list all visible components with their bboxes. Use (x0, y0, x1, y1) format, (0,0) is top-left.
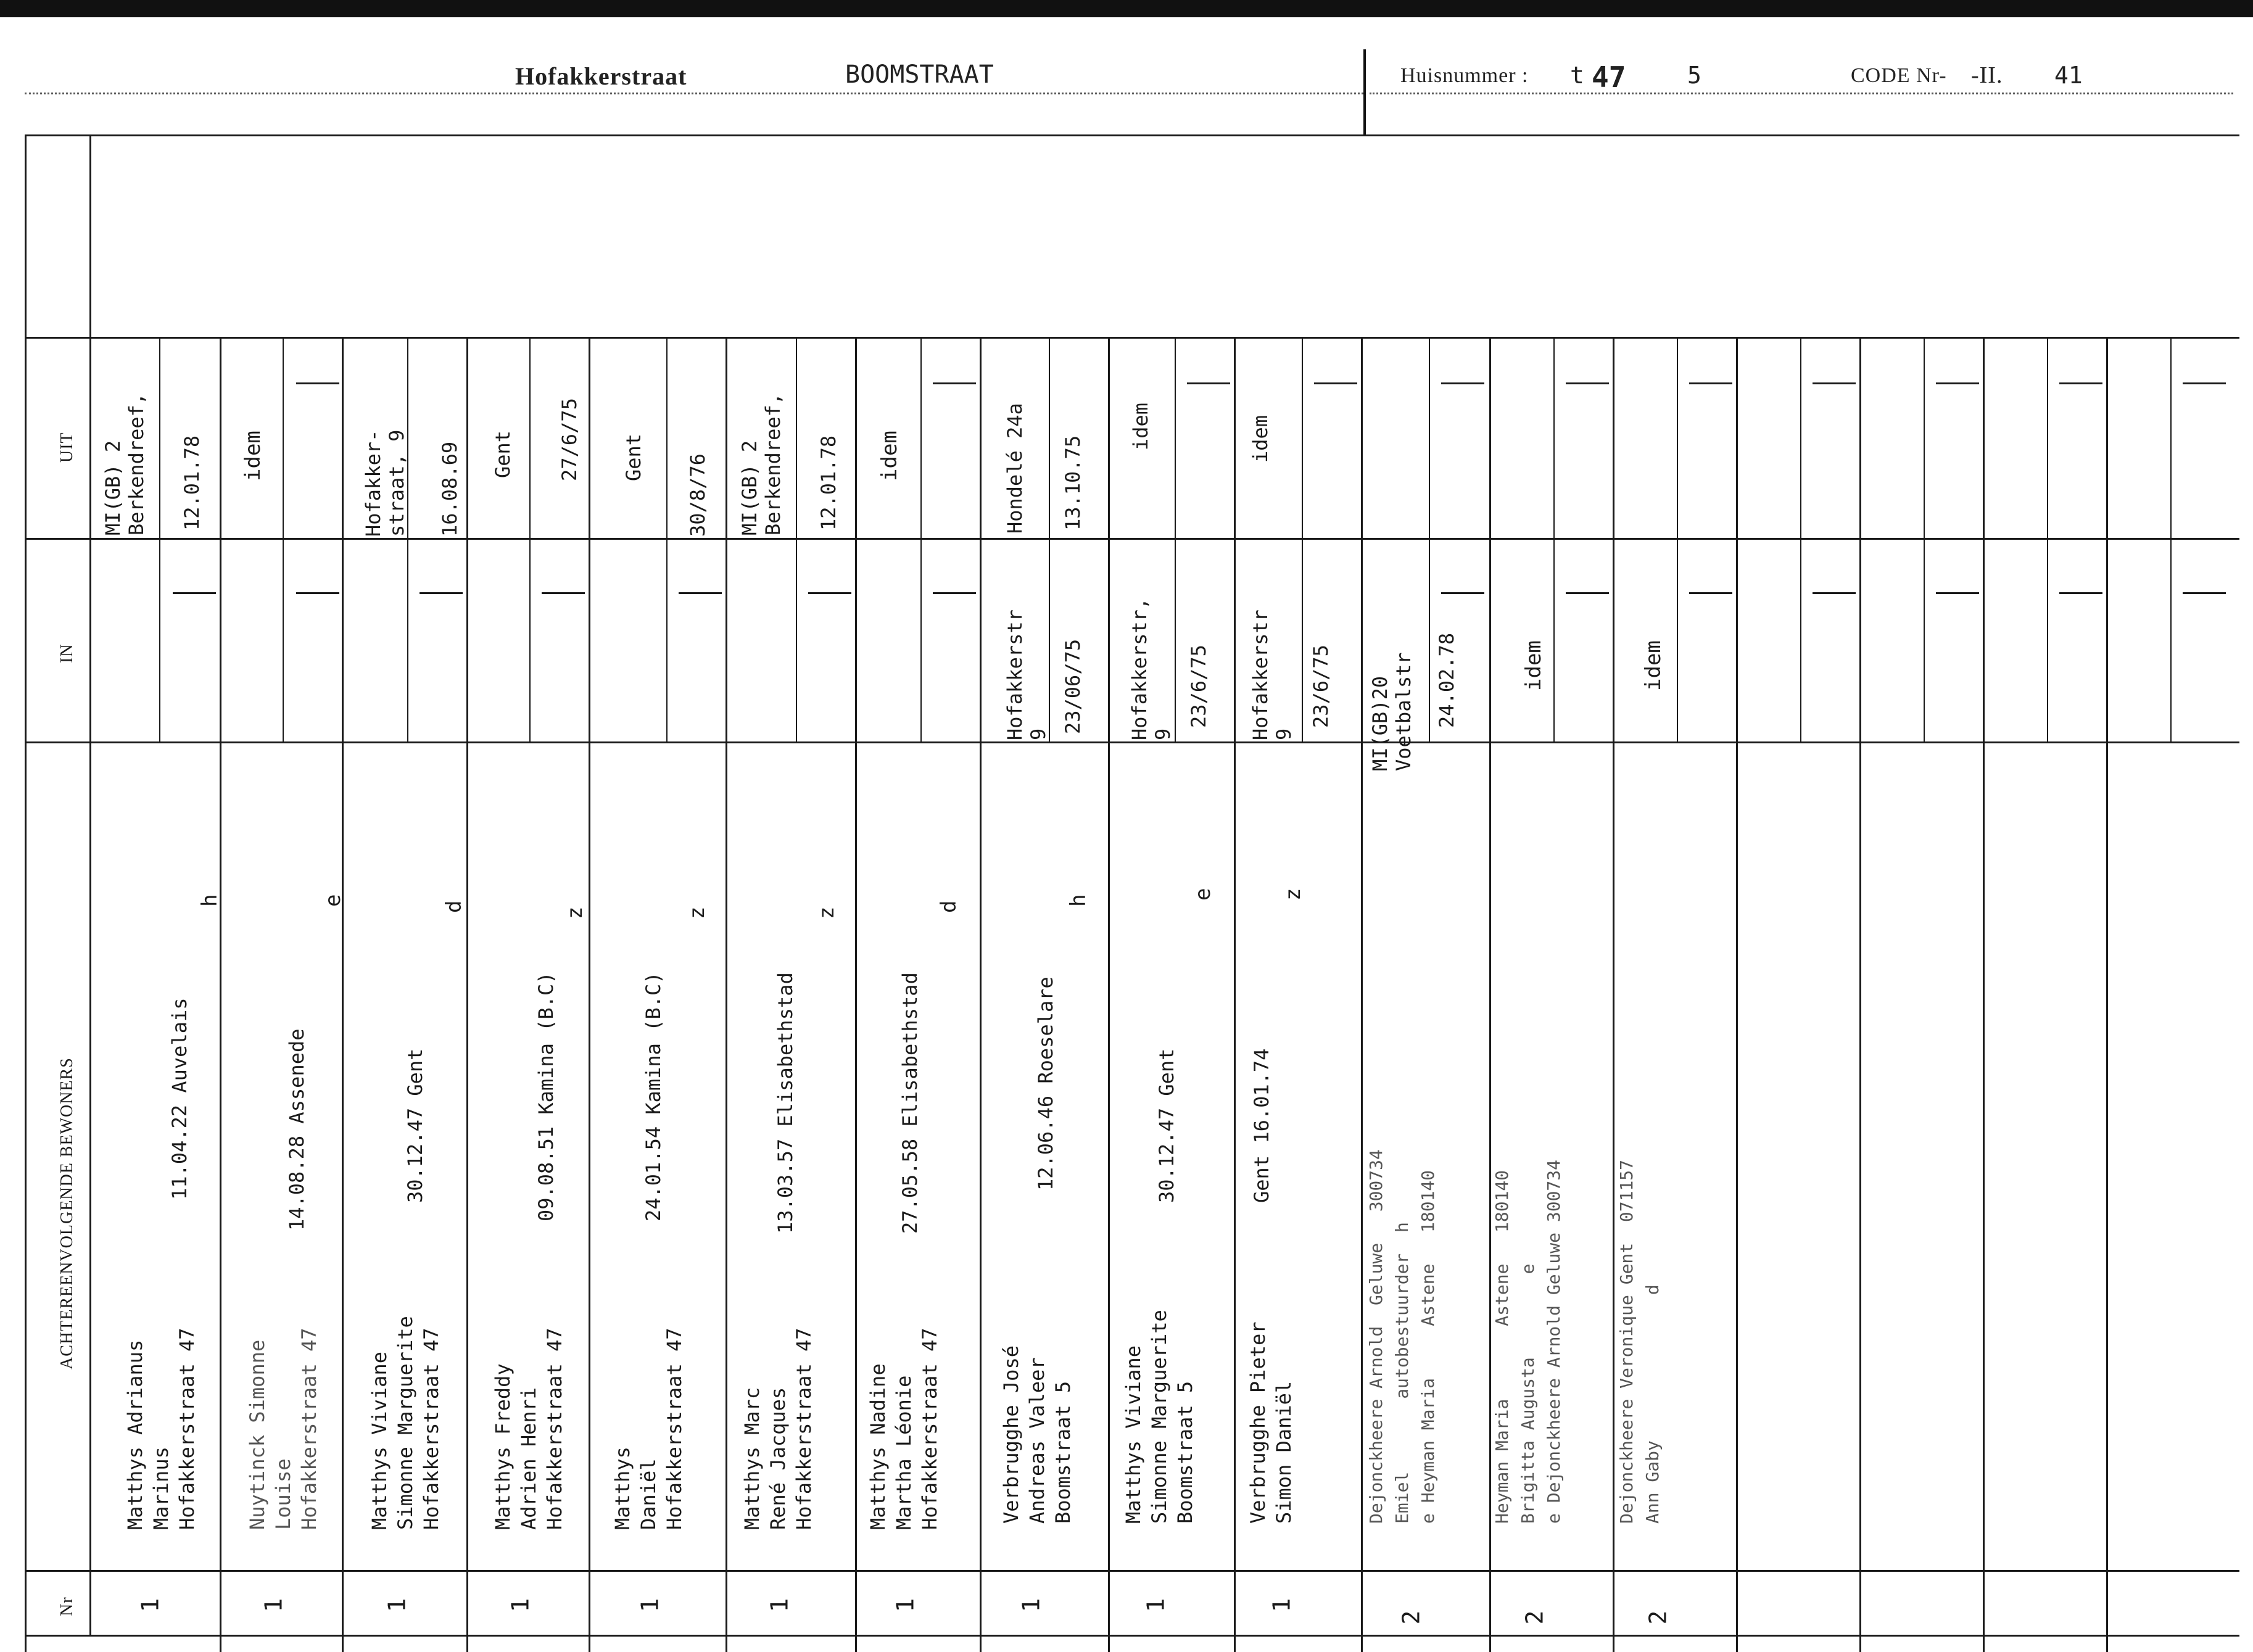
header-separator (1363, 49, 1366, 136)
house-number-new: 5 (1687, 62, 1701, 89)
record-divider (2106, 337, 2108, 1652)
column-label-residents: ACHTEREENVOLGENDE BEWONERS (57, 1057, 76, 1369)
column-label-out: UIT (57, 432, 76, 463)
in-place: MI(GB)20 Voetbalstr (1368, 652, 1415, 771)
resident-birth: 24.01.54 Kamina (B.C) (642, 972, 665, 1221)
record-divider (1234, 337, 1236, 1652)
sub-divider (1175, 337, 1176, 741)
table-bottom-border (25, 1635, 2239, 1637)
resident-name-1: Matthys Marc (740, 1387, 764, 1530)
sub-divider (407, 337, 408, 741)
sub-divider (1429, 337, 1430, 741)
resident-sex: h (197, 894, 222, 907)
record-divider (855, 337, 857, 1652)
resident-birth: 11.04.22 Auvelais (168, 997, 191, 1200)
resident-sex: z (1281, 888, 1305, 901)
sub-divider (159, 337, 160, 741)
empty-dash (933, 382, 976, 384)
sub-divider (2170, 337, 2172, 741)
empty-dash (1813, 382, 1856, 384)
sub-divider (283, 337, 284, 741)
resident-name-2: Adrien Henri (517, 1387, 540, 1530)
sub-divider (529, 337, 531, 741)
out-place: idem (1129, 402, 1152, 450)
record-divider (726, 337, 727, 1652)
resident-name-1: Matthys Viviane (1122, 1345, 1145, 1524)
code-label: CODE Nr- (1851, 64, 1947, 87)
empty-dash (2183, 382, 2226, 384)
empty-dash (1566, 382, 1609, 384)
record-nr: 1 (766, 1598, 793, 1613)
empty-dash (1441, 382, 1484, 384)
empty-dash (1813, 592, 1856, 594)
street-new: BOOMSTRAAT (845, 60, 994, 89)
resident-birth: 13.03.57 Elisabethstad (774, 972, 797, 1234)
resident-birth: 14.08.28 Assenede (285, 1028, 308, 1231)
out-place: MI(GB) 2 Berkendreef, (101, 392, 148, 535)
resident-name-2: Simonne Marguerite (1147, 1310, 1171, 1524)
resident-address: Hofakkerstraat 47 (663, 1328, 686, 1530)
resident-birth: 12.06.46 Roeselare (1034, 977, 1057, 1191)
record-divider (220, 337, 221, 1652)
empty-dash (542, 592, 585, 594)
resident-sex: d (442, 900, 466, 913)
in-place: idem (1641, 640, 1666, 691)
record-nr: 2 (1397, 1610, 1425, 1625)
in-date: 23/6/75 (1309, 645, 1333, 728)
resident-name-2: Simon Daniël (1272, 1381, 1296, 1524)
record-nr: 1 (1017, 1598, 1045, 1613)
out-place: Hondelé 24a (1003, 403, 1027, 534)
resident-birth: 30.12.47 Gent (403, 1048, 427, 1203)
resident-sex: z (814, 906, 839, 919)
in-date: 23/6/75 (1187, 645, 1210, 728)
resident-address: Hofakkerstraat 47 (792, 1328, 816, 1530)
resident-name-2: René Jacques (766, 1387, 790, 1530)
resident-name-1: Dejonckheere Arnold Geluwe 300734 (1366, 1149, 1386, 1524)
resident-birth: Gent 16.01.74 (1250, 1048, 1273, 1203)
record-divider (1859, 337, 1861, 1652)
sub-divider (666, 337, 668, 741)
resident-address: Hofakkerstraat 47 (543, 1328, 566, 1530)
resident-name-2: Louise (271, 1458, 295, 1530)
record-divider (1361, 337, 1363, 1652)
out-date: 12.01.78 (817, 435, 840, 531)
empty-dash (808, 592, 851, 594)
record-divider (342, 337, 344, 1652)
resident-sex: h (1066, 894, 1091, 907)
sub-divider (1302, 337, 1303, 741)
sub-divider (1553, 337, 1555, 741)
resident-address: Boomstraat 5 (1173, 1381, 1197, 1524)
empty-dash (1689, 592, 1732, 594)
record-nr: 2 (1521, 1610, 1548, 1625)
record-nr: 1 (383, 1598, 411, 1613)
record-nr: 1 (136, 1598, 164, 1613)
resident-sex: e (1191, 888, 1215, 901)
in-date: 24.02.78 (1435, 632, 1458, 728)
column-label-nr: Nr (57, 1596, 76, 1616)
record-divider (1108, 337, 1110, 1652)
resident-address: Hofakkerstraat 47 (175, 1328, 199, 1530)
resident-name-1: Matthys Freddy (491, 1363, 515, 1530)
resident-name-1: Verbrugghe Pieter (1246, 1321, 1270, 1524)
record-nr: 1 (506, 1598, 534, 1613)
house-number-value: t (1570, 62, 1584, 89)
divider-residents-nr (25, 1570, 2239, 1572)
street-old: Hofakkerstraat (515, 62, 687, 90)
resident-birth: 09.08.51 Kamina (B.C) (534, 972, 558, 1221)
empty-dash (296, 592, 339, 594)
out-place: Gent (622, 433, 645, 481)
empty-dash (1936, 382, 1979, 384)
code-value: -II. (1971, 62, 2003, 88)
record-nr: 1 (636, 1598, 664, 1613)
empty-dash (679, 592, 722, 594)
sub-divider (2047, 337, 2048, 741)
resident-name-2: Ann Gaby d (1642, 1284, 1663, 1524)
resident-sex: d (936, 900, 961, 913)
code-number: 41 (2054, 62, 2083, 89)
resident-name-2: Marinus (149, 1447, 173, 1530)
out-date: 30/8/76 (686, 453, 709, 537)
record-divider (589, 337, 590, 1652)
resident-sex: z (685, 906, 709, 919)
empty-dash (1689, 382, 1732, 384)
resident-sex: z (563, 906, 587, 919)
record-nr: 2 (1644, 1610, 1672, 1625)
empty-dash (1441, 592, 1484, 594)
empty-dash (173, 592, 216, 594)
header-dotted-rule-right (1370, 93, 2233, 94)
out-place: Gent (491, 430, 515, 478)
out-date: 12.01.78 (180, 435, 204, 531)
out-place: Hofakker- straat, 9 (362, 429, 408, 537)
table-left-border (25, 134, 27, 1652)
resident-address: Hofakkerstraat 47 (297, 1328, 321, 1530)
out-place: idem (877, 431, 902, 481)
empty-dash (2059, 382, 2102, 384)
sub-divider (1800, 337, 1801, 741)
resident-birth: 30.12.47 Gent (1155, 1048, 1178, 1203)
resident-name-2: Brigitta Augusta e (1518, 1263, 1538, 1524)
resident-name-2: Simonne Marguerite (394, 1316, 417, 1530)
resident-name-1: Matthys Viviane (368, 1352, 391, 1530)
empty-dash (1566, 592, 1609, 594)
out-date: 16.08.69 (438, 441, 461, 537)
in-place: Hofakkerstr 9 (1249, 609, 1296, 740)
resident-address: Hofakkerstraat 47 (420, 1328, 443, 1530)
resident-name-1: Matthys Nadine (866, 1363, 890, 1530)
resident-name-1: Matthys Adrianus (123, 1339, 147, 1530)
in-date: 23/06/75 (1061, 638, 1085, 734)
resident-name-1: Heyman Maria Astene 180140 (1492, 1170, 1512, 1524)
resident-name-2: Andreas Valeer (1025, 1357, 1049, 1524)
record-divider (1736, 337, 1738, 1652)
column-header-divider (89, 134, 91, 1635)
record-nr: 1 (260, 1598, 287, 1613)
resident-name-1: Nuytinck Simonne (246, 1339, 269, 1530)
record-divider (1489, 337, 1491, 1652)
empty-dash (933, 592, 976, 594)
record-divider (1613, 337, 1614, 1652)
in-place: Hofakkerstr, 9 (1128, 597, 1175, 740)
empty-dash (1187, 382, 1230, 384)
record-divider (980, 337, 982, 1652)
resident-name-1: Verbrugghe José (999, 1345, 1023, 1524)
sub-divider (1924, 337, 1925, 741)
resident-name-2: Daniël (637, 1458, 660, 1530)
house-number-handwritten: 47 (1592, 60, 1626, 94)
record-divider (466, 337, 468, 1652)
empty-dash (1314, 382, 1357, 384)
out-date: 13.10.75 (1061, 435, 1085, 531)
record-nr: 1 (1142, 1598, 1170, 1613)
divider-in-residents (25, 741, 2239, 743)
resident-name-2: Martha Léonie (892, 1375, 916, 1530)
resident-address: Hofakkerstraat 47 (918, 1328, 941, 1530)
out-place: MI(GB) 2 Berkendreef, (738, 392, 785, 535)
table-top-border (25, 134, 2239, 136)
in-place: idem (1521, 640, 1546, 691)
resident-sex: e (321, 894, 345, 907)
resident-address: e Dejonckheere Arnold Geluwe 300734 (1544, 1159, 1564, 1524)
empty-dash (296, 382, 339, 384)
resident-birth: 27.05.58 Elisabethstad (898, 972, 922, 1234)
house-number-label: Huisnummer : (1400, 64, 1529, 87)
divider-uit-in (25, 538, 2239, 540)
empty-dash (2059, 592, 2102, 594)
in-place: Hofakkerstr 9 (1003, 609, 1050, 740)
header-dotted-rule (25, 93, 1363, 94)
resident-name-2: Emiel autobestuurder h (1392, 1222, 1412, 1524)
out-place: idem (1249, 415, 1272, 463)
sub-divider (920, 337, 922, 741)
empty-dash (2183, 592, 2226, 594)
out-date: 27/6/75 (558, 398, 581, 481)
out-place: idem (241, 431, 265, 481)
record-divider (1983, 337, 1985, 1652)
sub-divider (796, 337, 797, 741)
resident-address: Boomstraat 5 (1051, 1381, 1075, 1524)
column-label-in: IN (57, 643, 76, 663)
resident-name-1: Matthys (611, 1447, 634, 1530)
empty-dash (420, 592, 463, 594)
top-scan-edge (0, 0, 2253, 17)
divider-uit-top (25, 337, 2239, 339)
resident-address: e Heyman Maria Astene 180140 (1418, 1170, 1438, 1524)
sub-divider (1677, 337, 1678, 741)
empty-dash (1936, 592, 1979, 594)
record-nr: 1 (891, 1598, 919, 1613)
record-nr: 1 (1268, 1598, 1296, 1613)
resident-name-1: Dejonckheere Veronique Gent 071157 (1616, 1159, 1637, 1524)
